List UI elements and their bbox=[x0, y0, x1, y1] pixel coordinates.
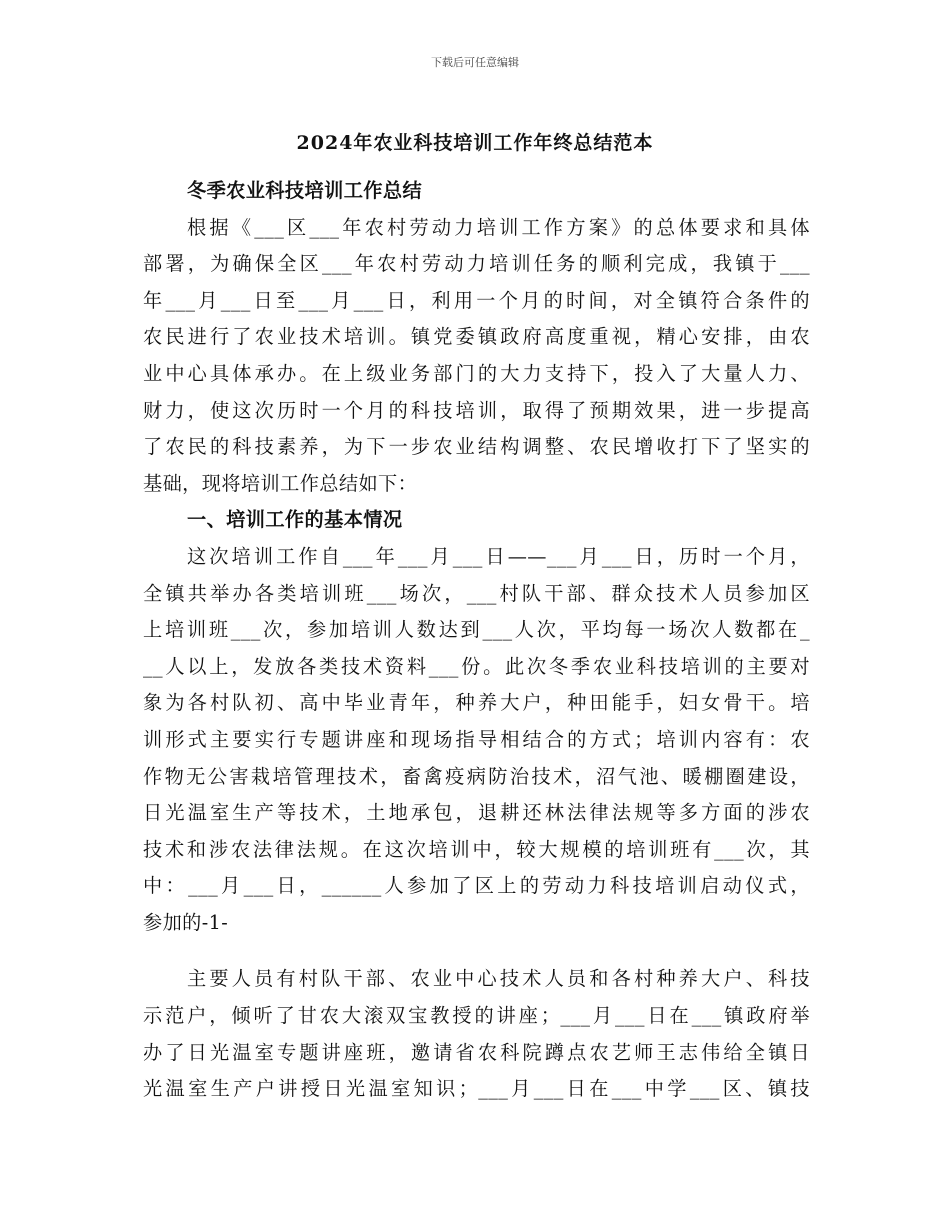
page-break-gap bbox=[143, 941, 810, 961]
text-line: 中：___月___日，______人参加了区上的劳动力科技培训启动仪式， bbox=[143, 874, 810, 898]
text-line: 训形式主要实行专题讲座和现场指导相结合的方式；培训内容有：农 bbox=[143, 727, 810, 751]
text-line: 技术和涉农法律法规。在这次培训中，较大规模的培训班有___次，其 bbox=[143, 837, 810, 861]
document-body bbox=[143, 173, 810, 1108]
text-line: 象为各村队初、高中毕业青年，种养大户，种田能手，妇女骨干。培 bbox=[143, 691, 810, 715]
body-part-2 bbox=[143, 961, 810, 1107]
text-line: 基础，现将培训工作总结如下： bbox=[143, 471, 418, 495]
text-line: 主要人员有村队干部、农业中心技术人员和各村种养大户、科技 bbox=[187, 967, 810, 991]
body-part-1 bbox=[143, 173, 810, 941]
text-line: 参加的-1- bbox=[143, 910, 229, 934]
text-line: 根据《___区___年农村劳动力培训工作方案》的总体要求和具体 bbox=[187, 215, 810, 239]
text-line: 办了日光温室专题讲座班，邀请省农科院蹲点农艺师王志伟给全镇日 bbox=[143, 1040, 810, 1064]
text-line: 业中心具体承办。在上级业务部门的大力支持下，投入了大量人力、 bbox=[143, 361, 810, 385]
text-line: 了农民的科技素养，为下一步农业结构调整、农民增收打下了坚实的 bbox=[143, 435, 810, 459]
text-line: 上培训班___次，参加培训人数达到___人次，平均每一场次人数都在_ bbox=[143, 618, 810, 642]
page-header: 下载后可任意编辑 bbox=[431, 56, 519, 69]
text-line: __人以上，发放各类技术资料___份。此次冬季农业科技培训的主要对 bbox=[143, 654, 810, 678]
text-line: 作物无公害栽培管理技术，畜禽疫病防治技术，沼气池、暖棚圈建设， bbox=[143, 764, 810, 788]
document-title: 2024年农业科技培训工作年终总结范本 bbox=[296, 132, 654, 154]
section-heading: 冬季农业科技培训工作总结 bbox=[187, 179, 423, 202]
text-line: 全镇共举办各类培训班___场次，___村队干部、群众技术人员参加区 bbox=[143, 581, 810, 605]
text-line: 示范户，倾听了甘农大滚双宝教授的讲座；___月___日在___镇政府举 bbox=[143, 1004, 810, 1028]
text-line: 光温室生产户讲授日光温室知识；___月___日在___中学___区、镇技 bbox=[143, 1077, 810, 1101]
section-heading: 一、培训工作的基本情况 bbox=[187, 508, 403, 532]
text-line: 农民进行了农业技术培训。镇党委镇政府高度重视，精心安排，由农 bbox=[143, 325, 810, 349]
text-line: 财力，使这次历时一个月的科技培训，取得了预期效果，进一步提高 bbox=[143, 398, 810, 422]
text-line: 部署，为确保全区___年农村劳动力培训任务的顺利完成，我镇于___ bbox=[143, 252, 810, 276]
text-line: 这次培训工作自___年___月___日——___月___日，历时一个月， bbox=[187, 544, 810, 568]
text-line: 日光温室生产等技术，土地承包，退耕还林法律法规等多方面的涉农 bbox=[143, 801, 810, 825]
text-line: 年___月___日至___月___日，利用一个月的时间，对全镇符合条件的 bbox=[143, 288, 810, 312]
